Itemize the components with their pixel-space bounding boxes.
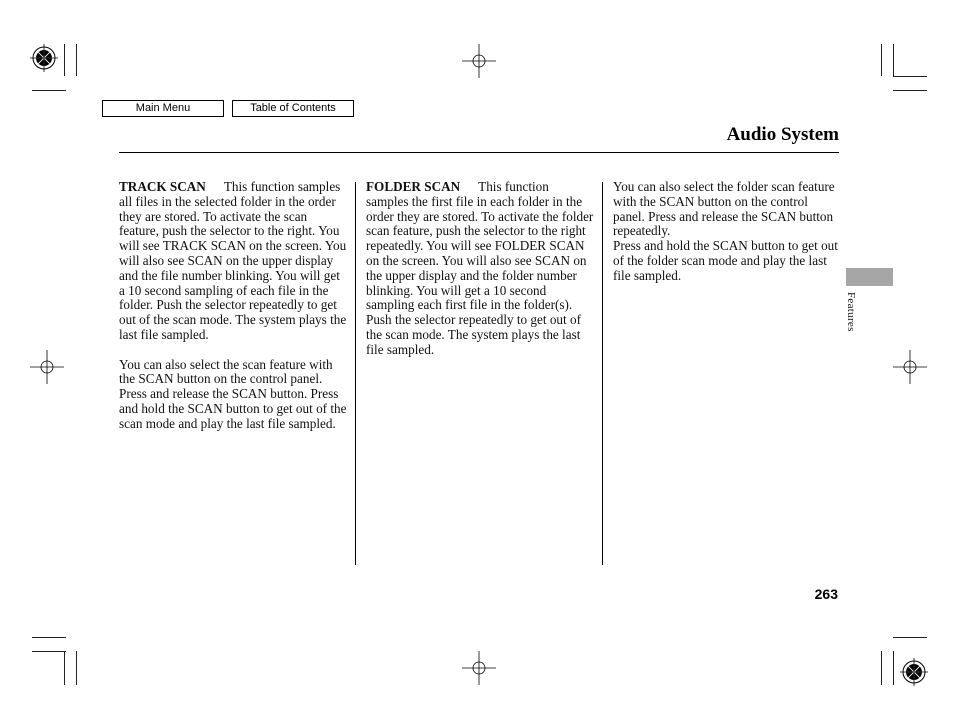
crop-mark [76, 651, 77, 685]
paragraph: Press and release the SCAN button. Press and hold the SCAN button to get out of the scan mode and play the last file sampled. [119, 386, 347, 431]
paragraph-text: This function samples all files in the selected folder in the order they are stored. To activate the scan feature, push the selector to the right. You will see TRACK SCAN on the screen. You will also see SCAN on the upper display and the file number blinking. You will get a 10 second sampling of each file in the folder. Push the selector repeatedly to get out of the scan mode. The system plays the last file sampled. [119, 179, 347, 342]
page-number: 263 [814, 586, 838, 602]
paragraph: You can also select the scan feature with the SCAN button on the control panel. [119, 356, 333, 387]
registration-target-icon [30, 44, 58, 72]
crop-mark [64, 44, 65, 76]
column-divider [355, 182, 356, 565]
crosshair-icon [893, 350, 927, 384]
crop-mark [76, 44, 77, 76]
paragraph-text: This function samples the first file in each folder in the order they are stored. To activate the folder scan feature, push the selector to the right repeatedly. You will see FOLDER SCAN on the screen. You will also see SCAN on the upper display and the folder number blinking. You will get a 10 second sampling each first file in the folder(s). Push the selector repeatedly to get out of the scan mode. The system plays the last file sampled. [366, 179, 594, 357]
paragraph: You can also select the folder scan feature with the SCAN button on the control panel. Press and release the SCAN button repeatedly. [613, 179, 835, 239]
crop-mark [32, 651, 66, 652]
crop-mark [893, 651, 894, 685]
section-heading: TRACK SCAN [119, 179, 206, 194]
crop-mark [32, 637, 66, 638]
crop-mark [64, 651, 65, 685]
crop-mark [893, 76, 927, 77]
page-title: Audio System [726, 124, 839, 145]
paragraph [119, 180, 347, 343]
column-folder-scan-button [613, 180, 839, 284]
main-menu-button[interactable]: Main Menu [102, 100, 224, 117]
paragraph: Press and hold the SCAN button to get out of the folder scan mode and play the last file sampled. [613, 238, 838, 283]
section-heading: FOLDER SCAN [366, 179, 461, 194]
table-of-contents-button[interactable]: Table of Contents [232, 100, 354, 117]
crop-mark [893, 44, 894, 76]
crosshair-icon [462, 651, 496, 685]
crop-mark [893, 637, 927, 638]
paragraph [366, 180, 594, 358]
column-folder-scan [366, 180, 594, 358]
crosshair-icon [462, 44, 496, 78]
registration-target-icon [900, 658, 928, 686]
crop-mark [893, 90, 927, 91]
crosshair-icon [30, 350, 64, 384]
header-rule [119, 152, 839, 153]
section-tab [846, 268, 893, 286]
section-tab-label: Features [845, 292, 857, 332]
column-track-scan [119, 180, 347, 432]
crop-mark [881, 651, 882, 685]
crop-mark [881, 44, 882, 76]
column-divider [602, 182, 603, 565]
crop-mark [32, 90, 66, 91]
